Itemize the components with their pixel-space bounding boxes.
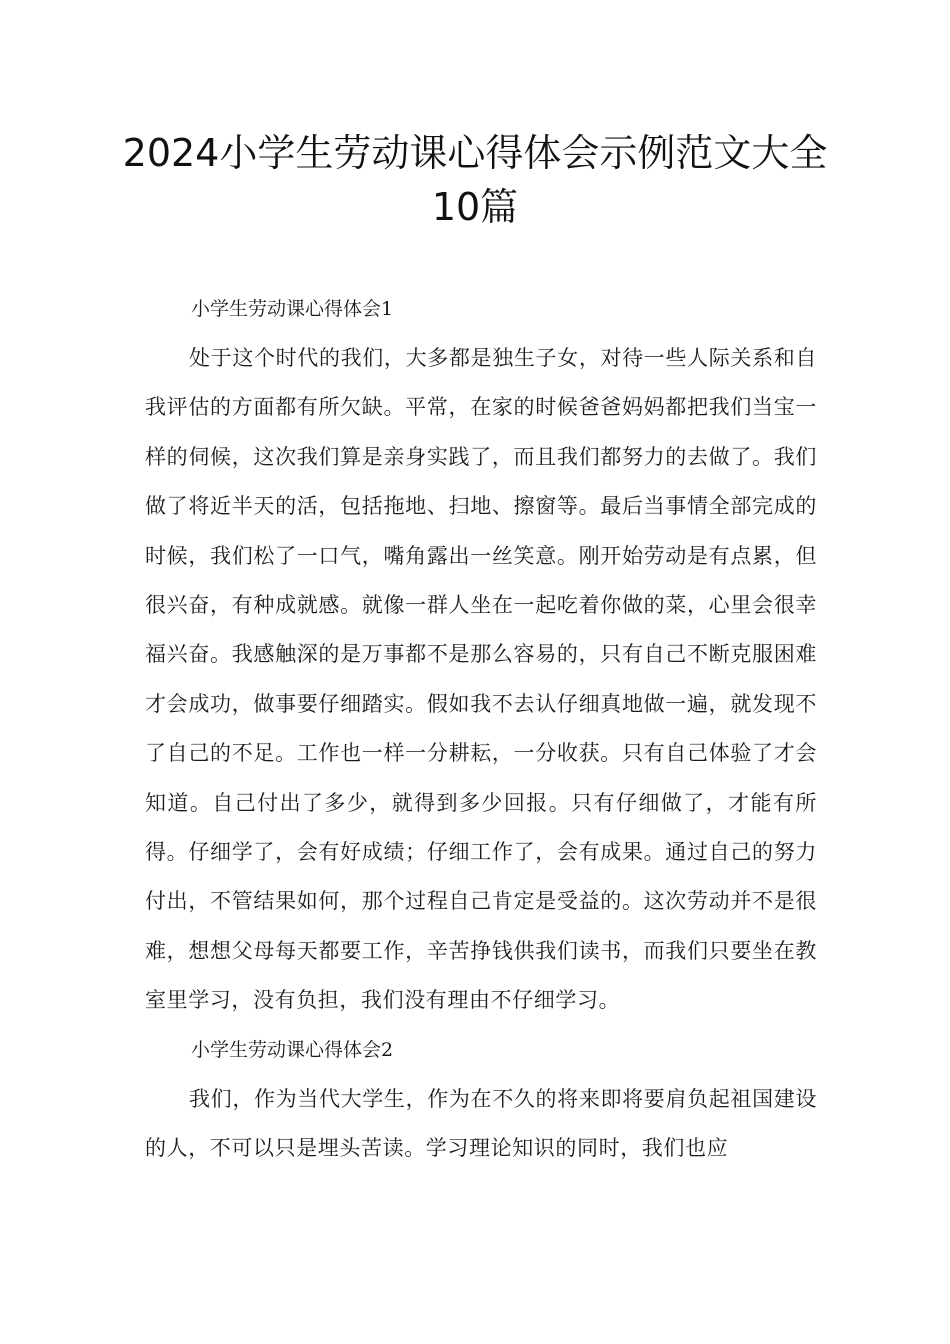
section-paragraph-2: 我们，作为当代大学生，作为在不久的将来即将要肩负起祖国建设的人，不可以只是埋头苦读。学习理论知识的同时，我们也应 [145,1086,817,1161]
section-heading-2: 小学生劳动课心得体会2 [191,1038,394,1061]
document-body [145,285,817,1174]
section-paragraph-1: 处于这个时代的我们，大多都是独生子女，对待一些人际关系和自我评估的方面都有所欠缺。平常，在家的时候爸爸妈妈都把我们当宝一样的伺候，这次我们算是亲身实践了，而且我们都努力的去做了。我们做了将近半天的活，包括拖地、扫地、擦窗等。最后当事情全部完成的时候，我们松了一口气，嘴角露出一丝笑意。刚开始劳动是有点累，但很兴奋，有种成就感。就像一群人坐在一起吃着你做的菜，心里会很幸福兴奋。我感触深的是万事都不是那么容易的，只有自己不断克服困难才会成功，做事要仔细踏实。假如我不去认仔细真地做一遍，就发现不了自己的不足。工作也一样一分耕耘，一分收获。只有自己体验了才会知道。自己付出了多少，就得到多少回报。只有仔细做了，才能有所得。仔细学了，会有好成绩；仔细工作了，会有成果。通过自己的努力付出，不管结果如何，那个过程自己肯定是受益的。这次劳动并不是很难，想想父母每天都要工作，辛苦挣钱供我们读书，而我们只要坐在教室里学习，没有负担，我们没有理由不仔细学习。 [145,346,817,1013]
document-title: 2024小学生劳动课心得体会示例范文大全10篇 [122,131,828,229]
section-heading-1: 小学生劳动课心得体会1 [191,298,394,320]
